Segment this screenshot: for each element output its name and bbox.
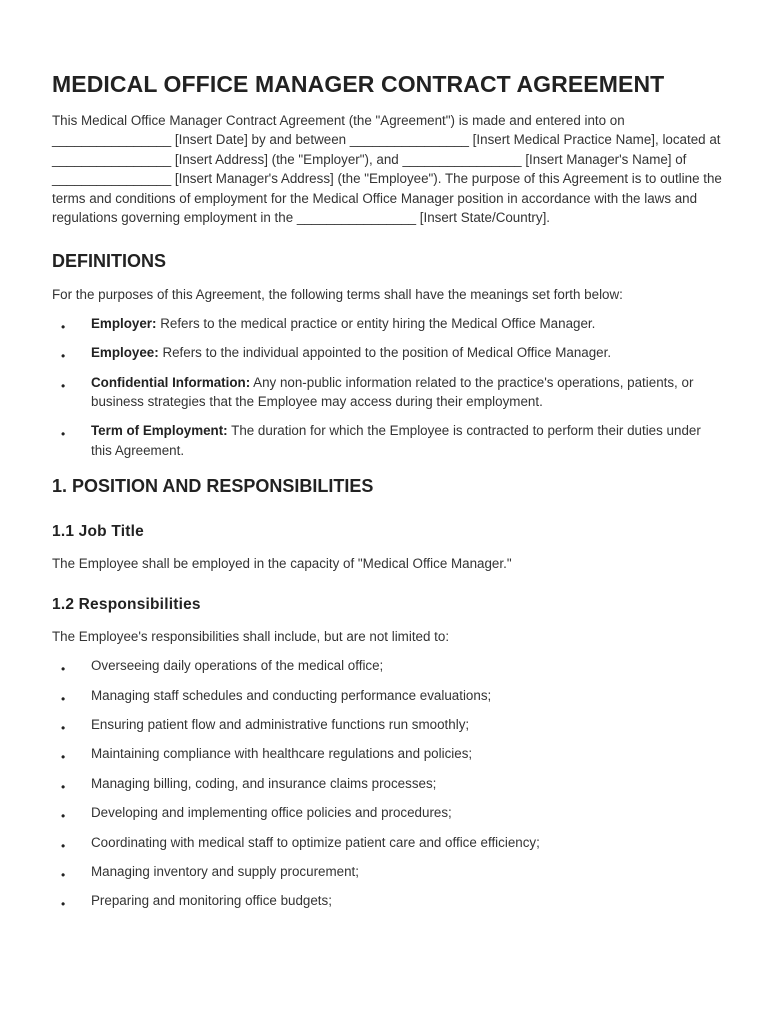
job-title-paragraph: The Employee shall be employed in the capacity of "Medical Office Manager." <box>52 556 512 572</box>
list-item <box>52 744 722 763</box>
document-page <box>52 68 722 921</box>
definition-term: Employer: <box>91 315 157 331</box>
definition-text: Refers to the individual appointed to the position of Medical Office Manager. <box>158 345 612 361</box>
definition-term: Employee: <box>91 345 159 361</box>
list-item-text: Maintaining compliance with healthcare regulations and policies; <box>91 746 473 762</box>
bullet-icon: • <box>61 779 66 794</box>
definitions-intro: For the purposes of this Agreement, the following terms shall have the meanings set forth below: <box>52 287 623 303</box>
bullet-icon: • <box>61 720 66 735</box>
list-item <box>52 686 722 705</box>
intro-paragraph: This Medical Office Manager Contract Agreement (the "Agreement") is made and entered into on ________________ [Insert Date] by and between ________________ [Insert Medical Practice Name], located at ________________ [Insert Address] (the "Employer"), and ________________ [Insert Manager's Name] of ________________ [Insert Manager's Address] (the "Employee"). The purpose of this Agreement is to outline the terms and conditions of employment for the Medical Office Manager position in accordance with the laws and regulations governing employment in the ________________ [Insert State/Country]. <box>52 113 722 226</box>
definition-text: The duration for which the Employee is contracted to perform their duties under this Agreement. <box>91 423 701 458</box>
bullet-icon: • <box>61 750 66 765</box>
section-1-heading: 1. POSITION AND RESPONSIBILITIES <box>52 476 374 497</box>
responsibilities-intro: The Employee's responsibilities shall include, but are not limited to: <box>52 628 450 644</box>
bullet-icon: • <box>61 838 66 853</box>
list-item-text: Managing inventory and supply procurement; <box>91 863 359 879</box>
bullet-icon: • <box>61 378 66 393</box>
document-title: MEDICAL OFFICE MANAGER CONTRACT AGREEMENT <box>52 71 665 97</box>
list-item <box>52 891 722 910</box>
section-1-2-heading: 1.2 Responsibilities <box>52 595 201 613</box>
definitions-list <box>52 314 722 460</box>
list-item-text: Overseeing daily operations of the medical office; <box>91 658 384 674</box>
list-item <box>52 715 722 734</box>
definition-term: Confidential Information: <box>91 374 251 390</box>
list-item-text: Coordinating with medical staff to optimize patient care and office efficiency; <box>91 834 540 850</box>
list-item-text: Managing billing, coding, and insurance claims processes; <box>91 775 437 791</box>
list-item-text: Developing and implementing office policies and procedures; <box>91 805 452 821</box>
definition-item-confidential-information <box>52 373 722 412</box>
bullet-icon: • <box>61 867 66 882</box>
definition-text: Refers to the medical practice or entity hiring the Medical Office Manager. <box>156 315 596 331</box>
list-item-text: Preparing and monitoring office budgets; <box>91 893 332 909</box>
definition-item-term-of-employment <box>52 421 722 460</box>
bullet-icon: • <box>61 349 66 364</box>
list-item-text: Ensuring patient flow and administrative functions run smoothly; <box>91 716 470 732</box>
list-item <box>52 656 722 675</box>
definition-item-employee <box>52 343 722 362</box>
list-item <box>52 803 722 822</box>
bullet-icon: • <box>61 897 66 912</box>
bullet-icon: • <box>61 809 66 824</box>
bullet-icon: • <box>61 319 66 334</box>
list-item-text: Managing staff schedules and conducting performance evaluations; <box>91 687 492 703</box>
bullet-icon: • <box>61 662 66 677</box>
section-1-1-heading: 1.1 Job Title <box>52 523 144 541</box>
bullet-icon: • <box>61 691 66 706</box>
responsibilities-list <box>52 656 722 911</box>
list-item <box>52 862 722 881</box>
list-item <box>52 774 722 793</box>
bullet-icon: • <box>61 427 66 442</box>
list-item <box>52 833 722 852</box>
definition-text: Any non-public information related to the practice's operations, patients, or business strategies that the Employee may access during their employment. <box>91 374 694 410</box>
definition-term: Term of Employment: <box>91 423 228 439</box>
definition-item-employer <box>52 314 722 333</box>
definitions-heading: DEFINITIONS <box>52 251 167 272</box>
